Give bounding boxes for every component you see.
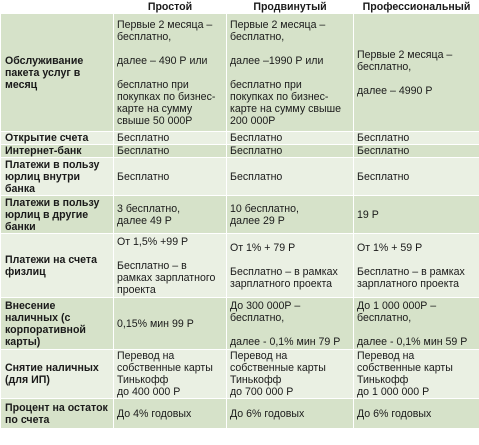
cell-text-line: Перевод на: [357, 350, 415, 362]
plan-cell: [114, 158, 227, 196]
row-label: Снятие наличных (для ИП): [1, 350, 114, 399]
plan-cell: [227, 14, 354, 132]
row-label: Платежи на счета физлиц: [1, 234, 114, 298]
cell-text-line: [117, 248, 223, 260]
row-label: Внесение наличных (с корпоративной карты): [1, 298, 114, 350]
cell-text-line: бесплатно,: [230, 30, 285, 43]
plan-cell: [354, 196, 479, 234]
plan-cell: [114, 234, 227, 298]
cell-text-line: далее 49 Р: [117, 214, 172, 227]
cell-text-line: 0,15% мин 99 Р: [117, 317, 194, 330]
cell-text-line: До 4% годовых: [117, 407, 192, 420]
table-row: [1, 399, 479, 429]
row-label: Обслуживание пакета услуг в месяц: [1, 14, 114, 132]
cell-text-line: бесплатно,: [357, 60, 412, 73]
cell-text-line: Тинькофф: [117, 374, 169, 386]
cell-text-line: 10 бесплатно,: [230, 202, 299, 215]
cell-text-line: 3 бесплатно,: [117, 202, 181, 215]
cell-text-line: Бесплатно: [117, 170, 170, 183]
row-label: Платежи в пользу юрлиц внутри банка: [1, 158, 114, 196]
plan-cell: [354, 298, 479, 350]
cell-text-line: проекта: [117, 283, 156, 296]
header-empty-cell: [1, 1, 114, 14]
cell-text-line: 200 000Р: [230, 114, 276, 127]
tariff-rows: [1, 14, 479, 429]
plan-cell: [354, 132, 479, 145]
cell-text-line: До 300 000Р –: [230, 299, 301, 312]
row-label: Интернет-банк: [1, 145, 114, 158]
header-plan-simple: Простой: [114, 1, 227, 14]
plan-cell: [354, 145, 479, 158]
cell-text-line: далее – 490 Р или: [117, 54, 208, 67]
cell-text-line: [230, 254, 350, 266]
cell-text-line: бесплатно,: [117, 30, 172, 43]
plan-cell: [227, 350, 354, 399]
cell-text-line: собственные карты: [230, 362, 326, 374]
plan-cell: [227, 196, 354, 234]
cell-text-line: Бесплатно – в рамках: [357, 265, 465, 278]
plan-cell: [114, 350, 227, 399]
cell-text-line: бесплатно при: [230, 78, 302, 91]
cell-text-line: далее 29 Р: [230, 214, 285, 227]
cell-text-line: Перевод на: [117, 350, 175, 362]
plan-cell: [114, 145, 227, 158]
plan-cell: [227, 399, 354, 429]
plan-cell: [227, 234, 354, 298]
cell-text-line: [230, 67, 350, 79]
plan-cell: [227, 298, 354, 350]
plan-cell: [114, 399, 227, 429]
plan-cell: [227, 132, 354, 145]
plan-cell: [114, 132, 227, 145]
cell-text-line: Бесплатно: [230, 145, 283, 157]
cell-text-line: До 1 000 000Р –: [357, 299, 437, 312]
cell-text-line: От 1% + 79 Р: [230, 241, 296, 254]
cell-text-line: [117, 67, 223, 79]
table-row: [1, 196, 479, 234]
cell-text-line: Бесплатно: [117, 145, 170, 157]
table-row: [1, 298, 479, 350]
cell-text-line: Первые 2 месяца –: [357, 48, 453, 61]
table-row: [1, 145, 479, 158]
cell-text-line: карте на сумму: [117, 102, 193, 115]
cell-text-line: Бесплатно: [117, 132, 170, 144]
cell-text-line: 19 Р: [357, 208, 379, 221]
cell-text-line: Бесплатно: [357, 132, 410, 144]
cell-text-line: Первые 2 месяца –: [230, 18, 326, 31]
cell-text-line: бесплатно,: [357, 311, 412, 324]
header-row: [1, 1, 479, 14]
cell-text-line: Первые 2 месяца –: [117, 18, 213, 31]
cell-text-line: карте на сумму свыше: [230, 102, 342, 115]
cell-text-line: Перевод на: [230, 350, 288, 362]
plan-cell: [354, 14, 479, 132]
table-row: [1, 350, 479, 399]
plan-cell: [354, 399, 479, 429]
cell-text-line: От 1,5% +99 Р: [117, 235, 189, 248]
plan-cell: [114, 196, 227, 234]
cell-text-line: Бесплатно: [357, 170, 410, 183]
cell-text-line: собственные карты: [357, 362, 453, 374]
cell-text-line: [117, 43, 223, 55]
plan-cell: [114, 14, 227, 132]
cell-text-line: бесплатно,: [230, 311, 285, 324]
cell-text-line: зарплатного проекта: [230, 277, 333, 290]
cell-text-line: Тинькофф: [357, 374, 409, 386]
cell-text-line: [357, 73, 476, 85]
row-label: Открытие счета: [1, 132, 114, 145]
cell-text-line: Бесплатно – в: [117, 259, 187, 272]
table-row: [1, 132, 479, 145]
plan-cell: [354, 158, 479, 196]
cell-text-line: далее –1990 Р или: [230, 54, 324, 67]
cell-text-line: До 6% годовых: [230, 407, 305, 420]
cell-text-line: покупках по бизнес-: [117, 90, 216, 103]
cell-text-line: Тинькофф: [230, 374, 282, 386]
table-row: [1, 158, 479, 196]
cell-text-line: [357, 324, 476, 336]
cell-text-line: Бесплатно: [357, 145, 410, 157]
cell-text-line: свыше 50 000Р: [117, 114, 193, 127]
cell-text-line: далее – 4990 Р: [357, 84, 433, 97]
table-row: [1, 234, 479, 298]
cell-text-line: До 6% годовых: [357, 407, 432, 420]
plan-cell: [354, 350, 479, 399]
cell-text-line: до 700 000 Р: [230, 386, 294, 398]
table-row: [1, 14, 479, 132]
plan-cell: [227, 158, 354, 196]
cell-text-line: до 400 000 Р: [117, 386, 181, 398]
cell-text-line: бесплатно при: [117, 78, 189, 91]
cell-text-line: покупках по бизнес-: [230, 90, 329, 103]
cell-text-line: От 1% + 59 Р: [357, 241, 423, 254]
cell-text-line: рамках зарплатного: [117, 271, 216, 284]
cell-text-line: далее - 0,1% мин 79 Р: [230, 335, 341, 348]
plan-cell: [114, 298, 227, 350]
plan-cell: [227, 145, 354, 158]
cell-text-line: собственные карты: [117, 362, 213, 374]
header-plan-professional: Профессиональный: [354, 1, 479, 14]
cell-text-line: [230, 43, 350, 55]
row-label: Процент на остаток по счета: [1, 399, 114, 429]
plan-cell: [354, 234, 479, 298]
cell-text-line: до 1 000 000 Р: [357, 386, 430, 398]
header-plan-advanced: Продвинутый: [227, 1, 354, 14]
cell-text-line: Бесплатно: [230, 132, 283, 144]
cell-text-line: [230, 324, 350, 336]
cell-text-line: далее - 0,1% мин 59 Р: [357, 335, 468, 348]
cell-text-line: [357, 254, 476, 266]
cell-text-line: Бесплатно – в рамках: [230, 265, 338, 278]
row-label: Платежи в пользу юрлиц в другие банки: [1, 196, 114, 234]
cell-text-line: зарплатного проекта: [357, 277, 460, 290]
cell-text-line: Бесплатно: [230, 170, 283, 183]
